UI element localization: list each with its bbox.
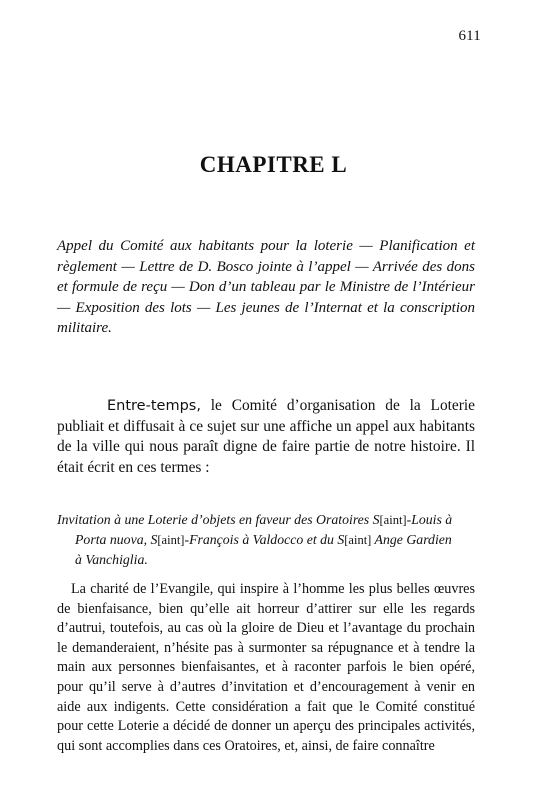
editorial-bracket: [aint] [157, 533, 185, 547]
lead-paragraph [57, 396, 475, 478]
chapter-title: CHAPITRE L [199, 152, 348, 177]
invitation-line-3: à Vanchiglia. [75, 552, 148, 567]
invitation-line-1 [57, 510, 475, 530]
invitation-text-2: -Louis à [406, 512, 453, 527]
invitation-text-3: Porta nuova, S [75, 532, 158, 547]
invitation-heading [57, 510, 475, 569]
invitation-text-5: Ange Gardien [371, 532, 452, 547]
lead-first-words: Entre-temps, [107, 398, 201, 414]
body-rest: qui inspire à l’homme les plus belles œuvres de bienfaisance, bien qu’elle ait horreur d’attirer sur elle les regards d’autrui, toutefois, au cas où la gloire de Dieu et l’avantage du prochain le demanderaient, n’hésite pas à surmonter sa répugnance et à tendre la main aux personnes bienfaisantes, et à raconter parfois le bien opéré, pour qu’il serve à d’autres d’invitation et d’encouragement à venir en aide aux indigents. Cette considération a fait que le Comité constitué pour cette Loterie a décidé de donner un aperçu des principales activités, qui sont accomplies dans ces Oratoires, et, ainsi, de faire connaître [57, 581, 475, 754]
invitation-text-4: -François à Valdocco et du S [184, 532, 345, 547]
editorial-bracket: [aint] [379, 513, 407, 527]
body-paragraph [57, 580, 475, 756]
chapter-summary: Appel du Comité aux habitants pour la loterie — Planification et règlement — Lettre de D. Bosco jointe à l’appel — Arrivée des dons et formule de reçu — Don d’un tableau par le Ministre de l’Intérieur — Exposition des lots — Les jeunes de l’Internat et la conscription militaire. [57, 238, 475, 336]
body-first-words: La charité de l’Evangile, [71, 581, 214, 597]
page-number: 611 [458, 28, 481, 44]
invitation-text-1: Invitation à une Loterie d’objets en faveur des Oratoires S [57, 512, 380, 527]
lead-rest: le Comité d’organisation de la Loterie publiait et diffusait à ce sujet sur une affiche un appel aux habitants de la ville qui nous paraît digne de faire partie de notre histoire. Il était écrit en ces termes : [57, 397, 475, 476]
editorial-bracket: [aint] [344, 533, 372, 547]
invitation-line-2 [57, 530, 475, 550]
